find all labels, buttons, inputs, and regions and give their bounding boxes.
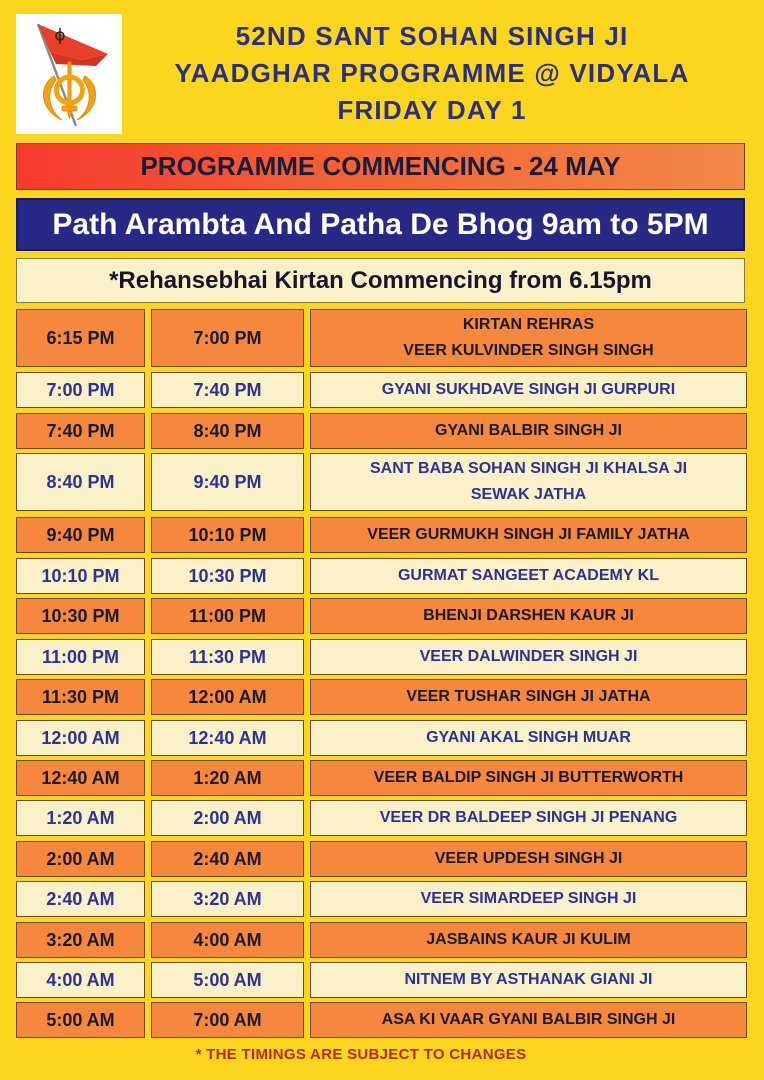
start-time-cell: 7:40 PM — [16, 413, 145, 449]
performer-line: SANT BABA SOHAN SINGH JI KHALSA JI — [369, 460, 688, 477]
performer-line: VEER KULVINDER SINGH SINGH — [403, 342, 654, 359]
performer-line: GYANI AKAL SINGH MUAR — [426, 729, 631, 746]
performer-cell — [310, 679, 747, 715]
performer-cell — [310, 720, 747, 756]
performer-line: ASA KI VAAR GYANI BALBIR SINGH JI — [381, 1011, 676, 1028]
performer-line: VEER SIMARDEEP SINGH JI — [420, 890, 637, 907]
performer-cell — [310, 639, 747, 675]
table-row — [16, 413, 747, 449]
end-time-cell: 5:00 AM — [151, 962, 304, 998]
end-time-cell: 2:00 AM — [151, 800, 304, 836]
start-time-cell: 10:10 PM — [16, 558, 145, 594]
start-time-cell: 5:00 AM — [16, 1002, 145, 1038]
table-row — [16, 598, 747, 634]
table-row — [16, 372, 747, 408]
table-row — [16, 558, 747, 594]
start-time-cell: 3:20 AM — [16, 922, 145, 958]
end-time-cell: 7:00 AM — [151, 1002, 304, 1038]
end-time-cell: 10:10 PM — [151, 517, 304, 553]
table-row — [16, 881, 747, 917]
performer-line: BHENJI DARSHEN KAUR JI — [423, 607, 634, 624]
performer-line: VEER BALDIP SINGH JI BUTTERWORTH — [373, 769, 684, 786]
performer-cell — [310, 372, 747, 408]
title-line-3: FRIDAY DAY 1 — [337, 95, 527, 125]
performer-line: JASBAINS KAUR JI KULIM — [426, 931, 631, 948]
performer-line: GYANI SUKHDAVE SINGH JI GURPURI — [381, 381, 676, 398]
table-row — [16, 962, 747, 998]
table-row — [16, 679, 747, 715]
page-title — [130, 18, 734, 129]
performer-cell — [310, 800, 747, 836]
performer-cell — [310, 413, 747, 449]
table-row — [16, 800, 747, 836]
end-time-cell: 9:40 PM — [151, 453, 304, 511]
start-time-cell: 7:00 PM — [16, 372, 145, 408]
end-time-cell: 11:00 PM — [151, 598, 304, 634]
start-time-cell: 8:40 PM — [16, 453, 145, 511]
start-time-cell: 4:00 AM — [16, 962, 145, 998]
end-time-cell: 8:40 PM — [151, 413, 304, 449]
table-row — [16, 841, 747, 877]
end-time-cell: 10:30 PM — [151, 558, 304, 594]
performer-line: VEER TUSHAR SINGH JI JATHA — [406, 688, 651, 705]
table-row — [16, 760, 747, 796]
performer-cell — [310, 881, 747, 917]
start-time-cell: 11:00 PM — [16, 639, 145, 675]
disclaimer: * THE TIMINGS ARE SUBJECT TO CHANGES — [195, 1046, 527, 1063]
end-time-cell: 7:00 PM — [151, 309, 304, 367]
khanda-nishan-sahib-icon — [16, 14, 122, 134]
table-row — [16, 720, 747, 756]
start-time-cell: 1:20 AM — [16, 800, 145, 836]
performer-line: VEER UPDESH SINGH JI — [434, 850, 623, 867]
performer-line: KIRTAN REHRAS — [462, 316, 595, 333]
end-time-cell: 4:00 AM — [151, 922, 304, 958]
start-time-cell: 6:15 PM — [16, 309, 145, 367]
performer-cell — [310, 517, 747, 553]
start-time-cell: 11:30 PM — [16, 679, 145, 715]
start-time-cell: 9:40 PM — [16, 517, 145, 553]
performer-line: VEER DALWINDER SINGH JI — [419, 648, 638, 665]
table-row — [16, 639, 747, 675]
performer-line: VEER DR BALDEEP SINGH JI PENANG — [379, 809, 678, 826]
performer-line: NITNEM BY ASTHANAK GIANI JI — [404, 971, 653, 988]
end-time-cell: 1:20 AM — [151, 760, 304, 796]
end-time-cell: 12:00 AM — [151, 679, 304, 715]
table-row — [16, 309, 747, 367]
table-row — [16, 1002, 747, 1038]
start-time-cell: 12:00 AM — [16, 720, 145, 756]
performer-cell — [310, 922, 747, 958]
kirtan-banner: *Rehansebhai Kirtan Commencing from 6.15pm — [16, 258, 745, 303]
performer-cell — [310, 453, 747, 511]
start-time-cell: 2:00 AM — [16, 841, 145, 877]
performer-cell — [310, 598, 747, 634]
end-time-cell: 11:30 PM — [151, 639, 304, 675]
performer-line: GURMAT SANGEET ACADEMY KL — [397, 567, 660, 584]
end-time-cell: 7:40 PM — [151, 372, 304, 408]
start-time-cell: 10:30 PM — [16, 598, 145, 634]
start-time-cell: 12:40 AM — [16, 760, 145, 796]
performer-line: VEER GURMUKH SINGH JI FAMILY JATHA — [367, 526, 690, 543]
performer-cell — [310, 309, 747, 367]
title-line-2: YAADGHAR PROGRAMME @ VIDYALA — [174, 58, 690, 88]
end-time-cell: 12:40 AM — [151, 720, 304, 756]
performer-cell — [310, 841, 747, 877]
table-row — [16, 517, 747, 553]
logo — [16, 14, 122, 134]
performer-cell — [310, 760, 747, 796]
commencing-banner: PROGRAMME COMMENCING - 24 MAY — [16, 143, 745, 190]
performer-cell — [310, 558, 747, 594]
performer-line: GYANI BALBIR SINGH JI — [435, 422, 622, 439]
start-time-cell: 2:40 AM — [16, 881, 145, 917]
title-line-1: 52ND SANT SOHAN SINGH JI — [235, 21, 629, 51]
performer-cell — [310, 962, 747, 998]
table-row — [16, 453, 747, 511]
performer-line: SEWAK JATHA — [470, 486, 587, 503]
end-time-cell: 3:20 AM — [151, 881, 304, 917]
table-row — [16, 922, 747, 958]
performer-cell — [310, 1002, 747, 1038]
path-banner: Path Arambta And Patha De Bhog 9am to 5PM — [16, 198, 745, 251]
end-time-cell: 2:40 AM — [151, 841, 304, 877]
